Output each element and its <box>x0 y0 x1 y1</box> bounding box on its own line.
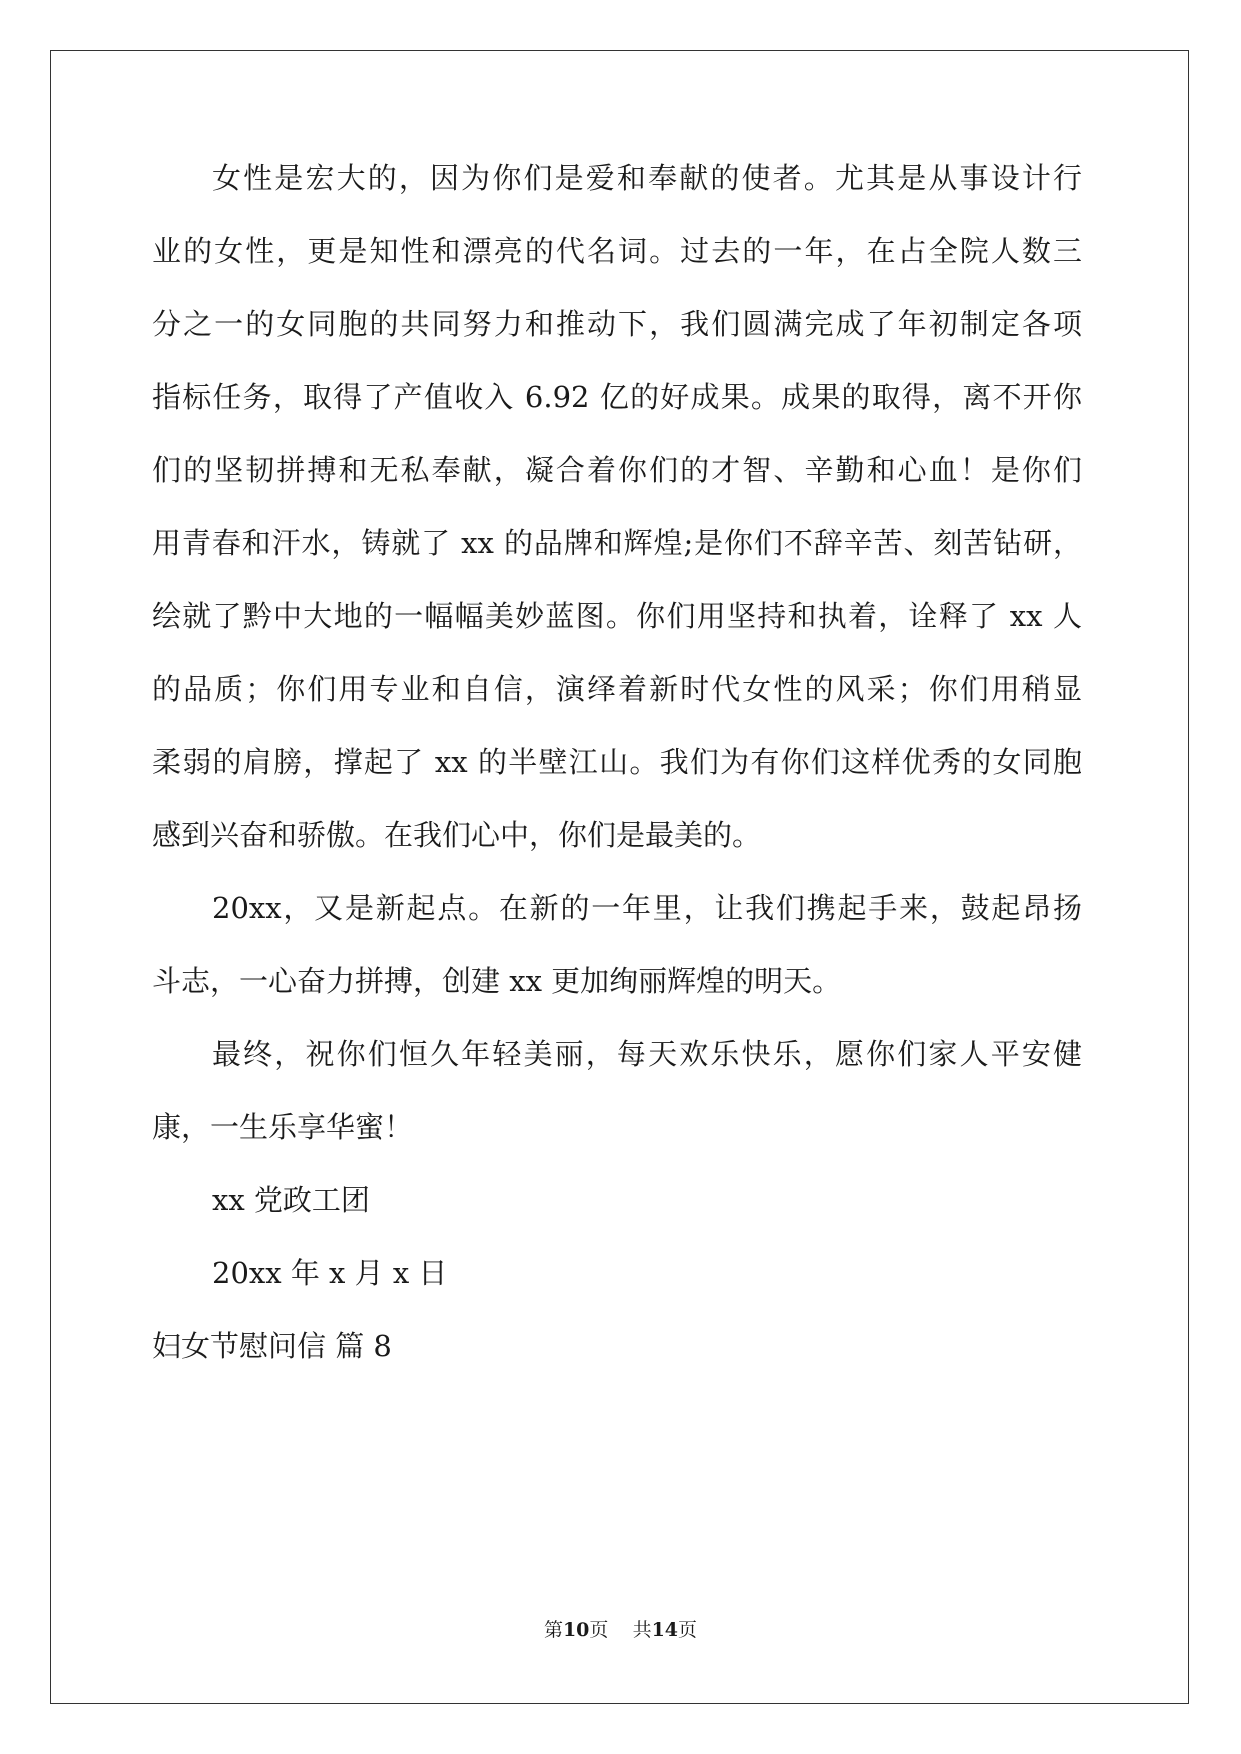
paragraph-line: 感到兴奋和骄傲。在我们心中，你们是最美的。 <box>152 818 762 852</box>
page-border <box>50 50 1189 1704</box>
signature: xx 党政工团 <box>212 1183 370 1217</box>
paragraph-line: 指标任务，取得了产值收入 6.92 亿的好成果。成果的取得，离不开你 <box>152 380 1082 414</box>
paragraph-line: 用青春和汗水，铸就了 xx 的品牌和辉煌;是你们不辞辛苦、刻苦钻研， <box>152 526 1082 560</box>
paragraph-line: 绘就了黔中大地的一幅幅美妙蓝图。你们用坚持和执着，诠释了 xx 人 <box>152 599 1082 633</box>
paragraph-line: 业的女性，更是知性和漂亮的代名词。过去的一年，在占全院人数三 <box>152 234 1082 268</box>
page-footer <box>0 1618 1241 1642</box>
paragraph-line: 们的坚韧拼搏和无私奉献，凝合着你们的才智、辛勤和心血！是你们 <box>152 453 1082 487</box>
paragraph-line: 柔弱的肩膀，撑起了 xx 的半壁江山。我们为有你们这样优秀的女同胞 <box>152 745 1082 779</box>
total-page-number: 14 <box>651 1619 679 1641</box>
page-suffix: 页 <box>678 1619 698 1641</box>
paragraph-line: 的品质；你们用专业和自信，演绎着新时代女性的风采；你们用稍显 <box>152 672 1082 706</box>
paragraph-line: 分之一的女同胞的共同努力和推动下，我们圆满完成了年初制定各项 <box>152 307 1082 341</box>
section-heading: 妇女节慰问信 篇 8 <box>152 1329 392 1363</box>
paragraph-line: 最终，祝你们恒久年轻美丽，每天欢乐快乐，愿你们家人平安健 <box>212 1037 1082 1071</box>
paragraph-line: 康，一生乐享华蜜！ <box>152 1110 414 1144</box>
current-page-number: 10 <box>562 1619 590 1641</box>
date: 20xx 年 x 月 x 日 <box>212 1256 448 1290</box>
paragraph-line: 女性是宏大的，因为你们是爱和奉献的使者。尤其是从事设计行 <box>212 161 1082 195</box>
page-mid: 页 共 <box>589 1619 652 1641</box>
paragraph-line: 斗志，一心奋力拼搏，创建 xx 更加绚丽辉煌的明天。 <box>152 964 842 998</box>
page-prefix: 第 <box>543 1619 563 1641</box>
paragraph-line: 20xx，又是新起点。在新的一年里，让我们携起手来，鼓起昂扬 <box>212 891 1082 925</box>
